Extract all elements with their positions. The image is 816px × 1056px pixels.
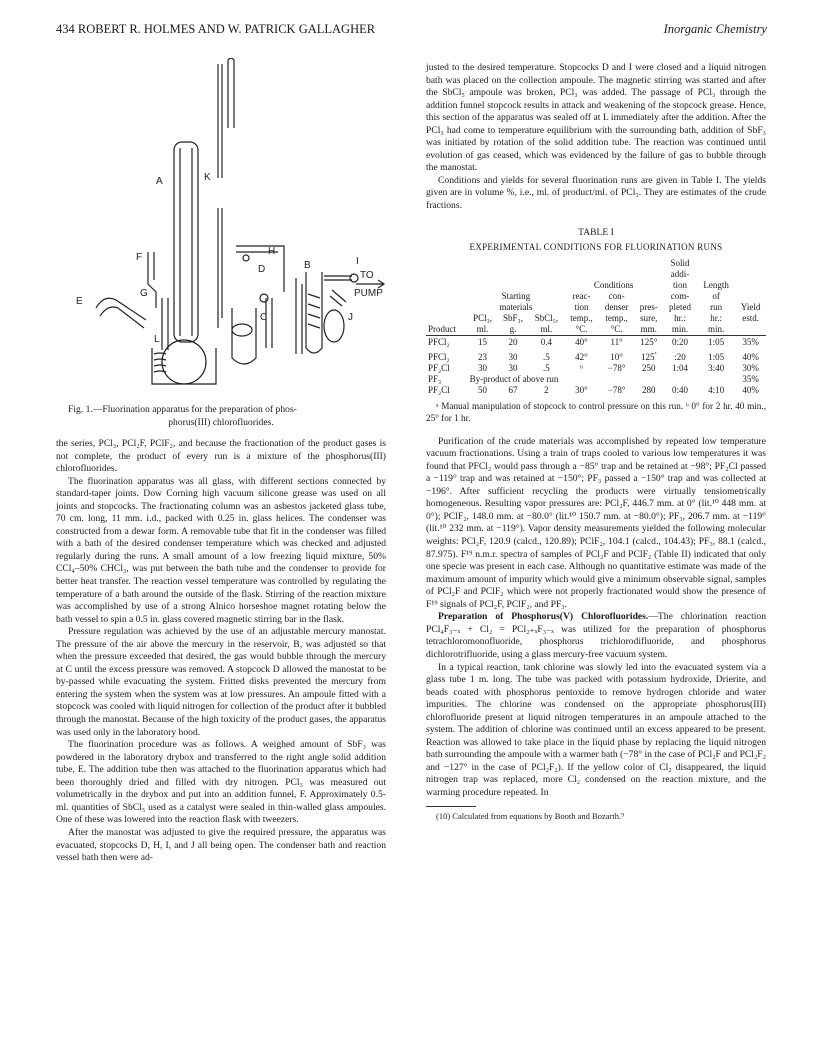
table-cell: 250 xyxy=(642,362,656,373)
paragraph: The fluorination apparatus was all glass, with different sections connected by standard-taper joints. Dow Corning high vacuum silicone grease was used on all joints and stopcocks. The fractionating column was an asbestos jacketed glass tube, 70 cm. long, 11 mm. i.d., packed with 0.25 in. glass helices. The condenser was constructed from a dewar form. A removable tube that fit in the condenser was filled with a bath of the desired condenser temperature which was checked and adjusted regularly during the runs. A small amount of a low freezing liquid mixture, 50% CCl₄–50% CHCl₃, was put between the bath tube and the condenser to provide for better heat transfer. The reaction vessel temperature was controlled by regulating the temperature of a bath around the outside of the flask. Stirring of the reaction mixture was accomplished by use of a strong Alnico horseshoe magnet rotating below the bath vessel to spin a 0.5 in. glass covered magnetic stirring bar in the flask. xyxy=(56,475,386,625)
table-header: ml. xyxy=(476,323,489,334)
table-footnote: ᵃ Manual manipulation of stopcock to control pressure on this run. ᵇ 0° for 2 hr. 40 min., 25° for 1 hr. xyxy=(426,400,766,423)
paragraph: justed to the desired temperature. Stopcocks D and I were closed and a liquid nitrogen bath was placed on the collection ampoule. The magnetic stirring was started and after the SbCl₅ ampoule was broken, PCl₃ was added. The passage of PCl₃ through the addition funnel stopcock results in attack and weakening of the stopcock grease. Hence, this section of the apparatus was sealed off at L immediately after the addition. After the PCl₃ had come to temperature equilibrium with the surrounding bath, addition of SbF₃ was initiated by rotation of the solid addition tube. The reaction was continued until evolution of gas ceased, which was evidenced by the failure of gas to bubble through the manostat. xyxy=(426,62,766,174)
paragraph: Purification of the crude materials was accomplished by repeated low temperature vacuum fractionations. Using a train of traps cooled to various low temperatures it was found that PFCl₂ would pass through a −85° trap and be retained at −98°; PF₂Cl passed a −119° trap and was retained at −150°; PF₃ passed a −150° trap and was collected at −196°. After sufficient recycling the products were virtually tensiometrically homogeneous. Resulting vapor pressures are: PCl₂F, 446.7 mm. at 0° (lit.¹⁰ 448 mm. at 0°); PClF₂, 148.0 mm. at −80.0° (lit.¹⁰ 150.7 mm. at −80.0°); PF₃, 206.7 mm. at −119° (lit.¹⁰ 232 mm. at −119°). Vapor density measurements yielded the following molecular weights: PCl₂F, 120.9 (calcd., 120.89); PClF₂, 104.1 (calcd., 104.43); PF₃, 88.1 (calcd., 87.975). F¹⁹ n.m.r. spectra of samples of PCl₂F and PClF₂ (Table II) indicated that only one specie was present in each case. Although no quantitative estimate was made of the maximum amount of impurity which would give a minimum observable signal, samples of PCl₂F and PClF₂ which were not properly fractionated would show the presence of F¹⁹ signals of PCl₂F, PClF₂, and PF₃. xyxy=(426,435,766,610)
table-header: temp., xyxy=(570,312,593,323)
table-row xyxy=(426,385,766,396)
label-D: D xyxy=(258,264,266,275)
table-header: temp., xyxy=(605,312,628,323)
journal-name: Inorganic Chemistry xyxy=(663,22,767,36)
table-cell: PFCl₂ xyxy=(428,351,450,362)
table-header: materials xyxy=(499,301,533,312)
paragraph: After the manostat was adjusted to give the required pressure, the apparatus was evacuated, stopcocks D, H, I, and J all being open. The condenser bath and reaction vessel bath then were ad- xyxy=(56,826,386,864)
table-cell: 0:40 xyxy=(672,384,689,395)
table-cell: PF₃ xyxy=(428,373,442,384)
caption-line: Fig. 1.—Fluorination apparatus for the preparation of phos- xyxy=(68,404,297,415)
label-J: J xyxy=(348,312,353,323)
table-cell: 280 xyxy=(642,384,656,395)
conditions-table xyxy=(426,258,766,396)
table-header: tion xyxy=(574,301,589,312)
table-cell: 40% xyxy=(742,384,759,395)
section-heading: Preparation of Phosphorus(V) Chlorofluorides. xyxy=(438,611,649,623)
table-header: hr.: xyxy=(674,312,686,323)
table-header: sure, xyxy=(640,312,658,323)
running-head-left: 434 ROBERT R. HOLMES AND W. PATRICK GALLAGHER xyxy=(56,22,376,36)
table-header: com- xyxy=(670,290,690,301)
table-cell: 30 xyxy=(508,351,518,362)
label-H: H xyxy=(268,246,276,257)
table-cell: :20 xyxy=(674,351,686,362)
paragraph xyxy=(426,611,766,661)
table-header: of xyxy=(712,290,720,301)
table-cell: 35% xyxy=(742,373,759,384)
table-cell: 30° xyxy=(575,384,588,395)
table-cell: −78° xyxy=(607,362,626,373)
table-header: Yield xyxy=(740,301,761,312)
label-G: G xyxy=(140,288,148,299)
left-column xyxy=(56,438,386,865)
table-header: hr.: xyxy=(710,312,723,323)
table-cell: PFCl₂ xyxy=(428,336,450,347)
figure-caption xyxy=(56,404,386,429)
caption-line: phorus(III) chlorofluorides. xyxy=(168,416,274,428)
table-cell: 30 xyxy=(478,362,488,373)
footnote-mark: ᵃ xyxy=(654,348,657,358)
paragraph: Conditions and yields for several fluorination runs are given in Table I. The yields given are in volume %, i.e., ml. of product/ml. of PCl₃. They are estimates of the crude fractions. xyxy=(426,174,766,212)
table-cell: PF₂Cl xyxy=(428,362,450,373)
table-cell: 50 xyxy=(478,384,488,395)
table-header: mm. xyxy=(640,323,657,334)
table-cell: 15 xyxy=(478,336,488,347)
table-header: addi- xyxy=(670,268,690,279)
table-row xyxy=(426,337,766,348)
table-header: ml. xyxy=(540,323,553,334)
table-header: g. xyxy=(509,323,517,334)
table-cell: 30 xyxy=(508,362,518,373)
table-cell: $125^ᵃ$ xyxy=(641,348,657,362)
table-cell: 40% xyxy=(742,351,759,362)
table-cell: 1:05 xyxy=(708,351,725,362)
label-C: C xyxy=(260,312,268,323)
table-cell: 30% xyxy=(742,362,759,373)
table-header: Length xyxy=(703,279,729,290)
table-cell: 42° xyxy=(575,351,588,362)
table-cell: ᵇ xyxy=(580,362,583,373)
table-cell: 4:10 xyxy=(708,384,725,395)
table-header: estd. xyxy=(742,312,760,323)
table-cell: By-product of above run xyxy=(469,373,559,384)
table-header: PCl₃, xyxy=(473,312,492,323)
apparatus-figure xyxy=(56,58,386,388)
table-cell: .5 xyxy=(543,362,550,373)
table-header: con- xyxy=(608,290,625,301)
table-row xyxy=(426,374,766,385)
table-cell: PF₂Cl xyxy=(428,384,450,395)
table-title: TABLE I xyxy=(578,226,614,238)
table-cell: 23 xyxy=(478,351,488,362)
table-cell: 125° xyxy=(640,336,658,347)
table-cell: 40° xyxy=(575,336,588,347)
table-header: reac- xyxy=(572,290,591,301)
table-cell: 3:40 xyxy=(708,362,725,373)
label-A: A xyxy=(156,176,163,187)
table-header: Solid xyxy=(670,257,690,268)
paragraph: the series, PCl₃, PCl₂F, PClF₂, and because the fractionation of the product gases is not complete, the product of every run is a mixture of the phosphorus(III) chlorofluorides. xyxy=(56,438,386,475)
label-K: K xyxy=(204,172,211,183)
table-cell: 10° xyxy=(610,351,623,362)
table-header: Starting xyxy=(501,290,531,301)
table-cell: 0:20 xyxy=(672,336,689,347)
table-header: SbCl₅, xyxy=(534,312,559,323)
table-header: SbF₃, xyxy=(503,312,523,323)
label-to: TO xyxy=(360,270,374,281)
table-header: min. xyxy=(708,323,725,334)
table-header: tion xyxy=(673,279,688,290)
table-cell: 35% xyxy=(742,336,759,347)
table-header: pres- xyxy=(639,301,658,312)
table-header: °C. xyxy=(610,323,623,334)
table-cell: 20 xyxy=(508,336,518,347)
table-header: Conditions xyxy=(593,279,634,290)
table-cell: 1:05 xyxy=(708,336,725,347)
table-cell: 11° xyxy=(610,336,623,347)
label-I: I xyxy=(356,256,359,267)
table-cell: 1:04 xyxy=(672,362,689,373)
table-header: Product xyxy=(428,323,456,334)
table-header: denser xyxy=(604,301,629,312)
footnote-rule xyxy=(426,806,476,807)
label-L: L xyxy=(154,334,160,345)
table-cell: 2 xyxy=(544,384,549,395)
table-header: pleted xyxy=(669,301,692,312)
label-pump: PUMP xyxy=(354,288,383,299)
table-row xyxy=(426,348,766,363)
table-row xyxy=(426,363,766,374)
paragraph-text: —The chlorination reaction PCl₄F₃₋ₓ + Cl₂ = PCl₂₊ₓF₃₋ₓ was utilized for the preparation of phosphorus tetrachloromonofluoride, phosphorus trichlorodifluoride, and phosphorus dichlorotrifluoride, using a glass mercury-free vacuum system. xyxy=(426,611,766,660)
table-header: min. xyxy=(671,323,689,334)
table-cell: 0.4 xyxy=(540,336,553,347)
page-header xyxy=(56,22,767,42)
paragraph: Pressure regulation was achieved by the use of an adjustable mercury manostat. The pressure of the air above the mercury in the reservoir, B, was adjusted so that when the pressure exceeded that desired, the gas would bubble through the mercury at C until the excess pressure was removed. A stopcock D allowed the manostat to be by-passed while evacuating the system. Fritted disks prevented the mercury from entering the system when the system was at low pressures. An ampoule fitted with a stopcock was cooled with liquid nitrogen for collection of the product after it bubbled through the manostat. Because of the high toxicity of the product gases, the apparatus was used only in the laboratory hood. xyxy=(56,626,386,738)
table-header: run xyxy=(710,301,723,312)
label-B: B xyxy=(304,260,311,271)
table-cell: 67 xyxy=(508,384,518,395)
footnote: (10) Calculated from equations by Booth and Bozarth.⁹ xyxy=(436,810,625,821)
label-E: E xyxy=(76,296,83,307)
paragraph: In a typical reaction, tank chlorine was slowly led into the evacuated system via a glass tube 1 m. long. The tube was packed with potassium hydroxide, Drierite, and beads coated with phosphorus pentoxide to remove hydrogen chloride and water impurities. The chlorine was condensed on the appropriate phosphorus(III) chlorofluoride present at liquid nitrogen temperatures in an ampoule attached to the system. The addition of chlorine was continued until an excess appeared to be present. Reaction was allowed to take place in the liquid phase by replacing the liquid nitrogen bath surrounding the ampoule with a warmer bath (−78° in the case of PCl₂F and PCl₂F₂ and −127° in the case of PCl₂F₂). If the yellow color of Cl₂ disappeared, the liquid nitrogen trap was replaced, more Cl₂ condensed on the reaction mixture, and the warming procedure repeated. In xyxy=(426,661,766,798)
paragraph: The fluorination procedure was as follows. A weighed amount of SbF₃ was powdered in the laboratory drybox and transferred to the right angle solid addition tube, E. The addition tube then was attached to the fluorination apparatus which had been thoroughly dried and filled with dry nitrogen. PCl₃ was measured out volumetrically in the drybox and put into an addition funnel, F. Approximately 0.5-ml. quantities of SbCl₅ used as a catalyst were sealed in thin-walled glass ampoules. One of these was lowered into the reaction flask with tweezers. xyxy=(56,739,386,826)
table-cell: −78° xyxy=(607,384,626,395)
table-cell: .5 xyxy=(543,351,550,362)
right-column xyxy=(426,62,766,822)
table-subtitle: EXPERIMENTAL CONDITIONS FOR FLUORINATION RUNS xyxy=(469,242,723,253)
table-header: °C. xyxy=(575,323,588,334)
label-F: F xyxy=(136,252,143,263)
